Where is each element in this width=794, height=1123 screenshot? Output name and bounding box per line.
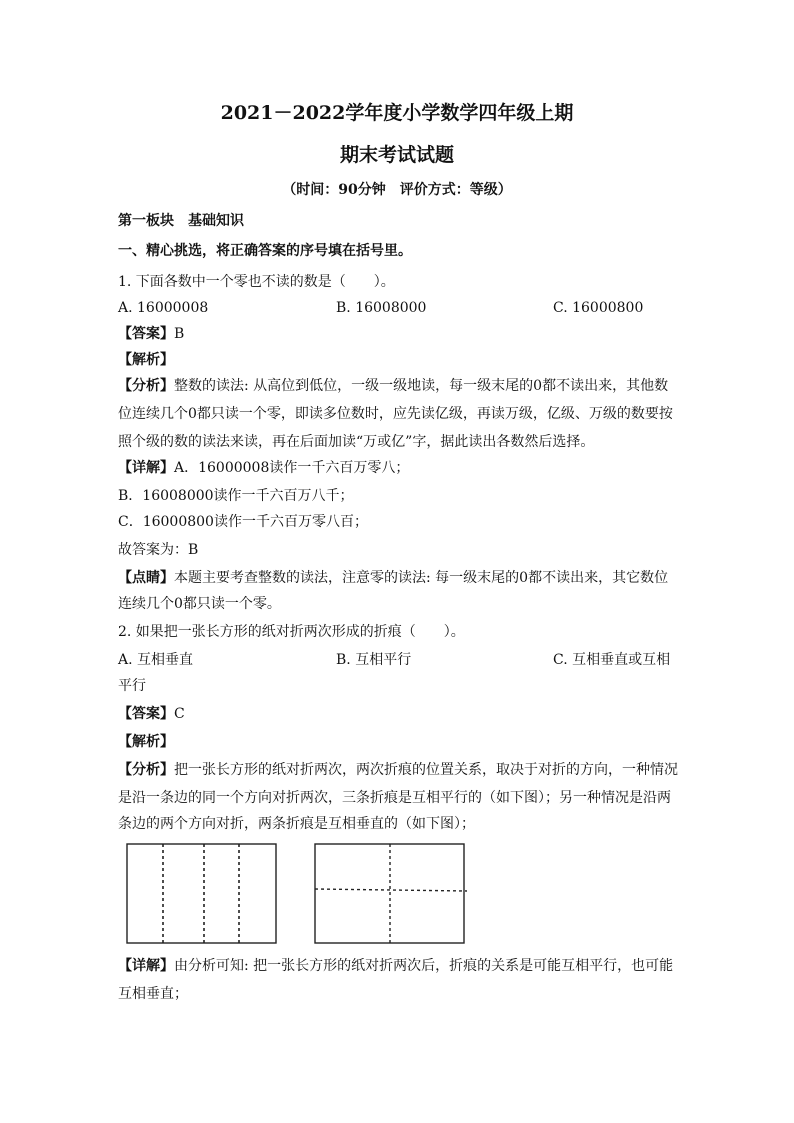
q1-detail-line-2: B．16008000读作一千六百万八千； <box>118 488 354 504</box>
q2-fenxi-line-1 <box>118 757 678 783</box>
title-line-2: 期末考试试题 <box>339 144 454 166</box>
q2-detail-line-2: 互相垂直； <box>118 986 188 1002</box>
q2-detail-text-1: 由分析可知: 把一张长方形的纸对折两次后，折痕的关系是可能互相平行，也可能 <box>174 958 674 974</box>
q2-option-c-wrap: 平行 <box>118 678 146 694</box>
q1-stem: 1. 下面各数中一个零也不读的数是（ ）。 <box>118 274 395 290</box>
q2-answer-line <box>118 701 678 727</box>
q1-fenxi-text-1: 整数的读法: 从高位到低位，一级一级地读，每一级末尾的0都不读出来，其他数 <box>174 378 669 394</box>
q2-fenxi-line-3: 条边的两个方向对折，两条折痕是互相垂直的（如下图）； <box>118 816 475 832</box>
q2-analysis-tag: 【解析】 <box>118 734 174 750</box>
q1-option-c: C. 16000800 <box>553 300 644 316</box>
q1-dianjing-line-2: 连续几个0都只读一个零。 <box>118 596 281 612</box>
fenxi-tag: 【分析】 <box>118 378 174 394</box>
part-heading: 一、精心挑选，将正确答案的序号填在括号里。 <box>118 243 412 259</box>
q1-detail-text-1: A．16000008读作一千六百万零八； <box>174 460 410 476</box>
q1-dianjing-text-1: 本题主要考查整数的读法，注意零的读法: 每一级末尾的0都不读出来，其它数位 <box>174 570 669 586</box>
dianjing-tag: 【点睛】 <box>118 570 174 586</box>
q1-fenxi-line-2: 位连续几个0都只读一个零，即读多位数时，应先读亿级，再读万级，亿级、万级的数要按 <box>118 406 673 422</box>
q2-fenxi-line-2: 是沿一条边的同一个方向对折两次，三条折痕是互相平行的（如下图）；另一种情况是沿两 <box>118 790 671 806</box>
exam-meta: （时间：90分钟 评价方式：等级） <box>282 182 512 198</box>
answer-tag: 【答案】 <box>118 326 174 342</box>
paper-rect-left <box>127 844 276 943</box>
answer-tag: 【答案】 <box>118 706 174 722</box>
q1-analysis-tag: 【解析】 <box>118 352 174 368</box>
q1-option-a: A. 16000008 <box>118 300 209 316</box>
q2-option-a: A. 互相垂直 <box>118 652 194 668</box>
q2-stem: 2. 如果把一张长方形的纸对折两次形成的折痕（ ）。 <box>118 624 465 640</box>
q2-answer: C <box>174 706 185 722</box>
perpendicular-folds-diagram <box>314 843 468 945</box>
fenxi-tag: 【分析】 <box>118 762 174 778</box>
q1-fenxi-line-1 <box>118 373 678 399</box>
q2-option-c: C. 互相垂直或互相 <box>553 652 671 668</box>
q2-detail-line-1 <box>118 953 678 979</box>
detail-tag: 【详解】 <box>118 958 174 974</box>
block-heading: 第一板块 基础知识 <box>118 213 244 229</box>
q1-detail-line-3: C．16000800读作一千六百万零八百； <box>118 514 368 530</box>
detail-tag: 【详解】 <box>118 460 174 476</box>
q1-answer: B <box>174 326 185 342</box>
q2-fenxi-text-1: 把一张长方形的纸对折两次，两次折痕的位置关系，取决于对折的方向，一种情况 <box>174 762 678 778</box>
q1-conclusion: 故答案为：B <box>118 542 199 558</box>
q1-answer-line <box>118 321 678 347</box>
q2-option-b: B. 互相平行 <box>336 652 412 668</box>
fold-line-horizontal <box>315 889 467 891</box>
parallel-folds-diagram <box>126 843 278 945</box>
q1-fenxi-line-3: 照个级的数的读法来读，再在后面加读“万或亿”字，据此读出各数然后选择。 <box>118 434 595 450</box>
q1-option-b: B. 16008000 <box>336 300 427 316</box>
q1-dianjing-line-1 <box>118 565 678 591</box>
q1-detail-line-1 <box>118 455 678 481</box>
title-line-1: 2021－2022学年度小学数学四年级上期 <box>220 102 574 124</box>
